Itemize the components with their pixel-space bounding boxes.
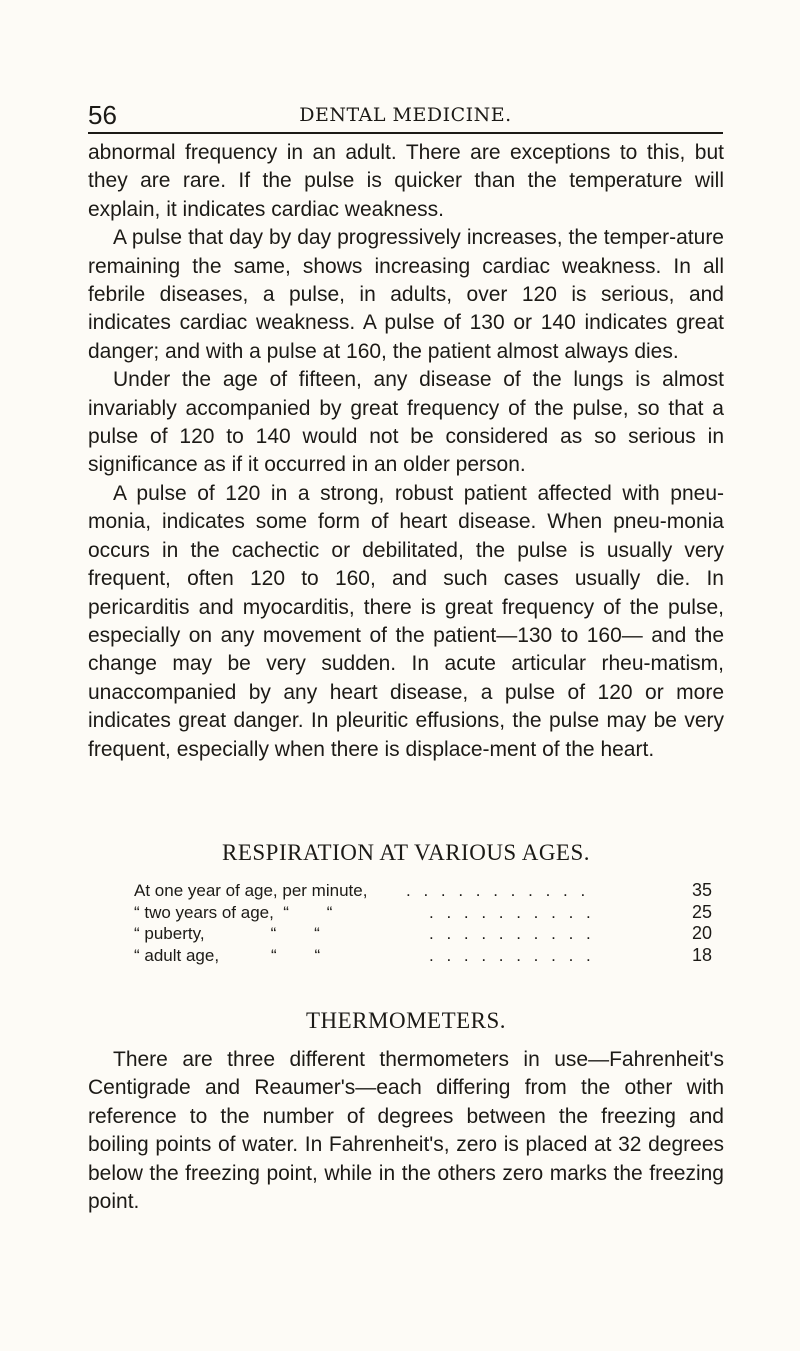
row-value: 35	[691, 880, 712, 900]
paragraph: Under the age of fifteen, any disease of the lungs is almost invariably accompanied by great frequency of the pulse, so that a pulse of 120 to 140 would not be considered as so serious in significance as if it occurred in an older person.	[88, 368, 724, 477]
thermometers-heading: THERMOMETERS.	[305, 1008, 507, 1033]
header-rule	[88, 132, 723, 134]
row-label: “ adult age, “ “	[134, 945, 321, 965]
respiration-table	[134, 880, 712, 966]
page-header	[88, 100, 723, 134]
table-row	[134, 945, 712, 967]
paragraph: A pulse that day by day progressively increases, the temper-ature remaining the same, shows increasing cardiac weakness. In all febrile diseases, a pulse, in adults, over 120 is serious, and indicates cardiac weakness. A pulse of 130 or 140 indicates great danger; and with a pulse at 160, the patient almost always dies.	[88, 226, 724, 363]
paragraph: There are three different thermometers in use—Fahrenheit's Centigrade and Reaumer's—each differing from the other with reference to the number of degrees between the freezing and boiling points of water. In Fahrenheit's, zero is placed at 32 degrees below the freezing point, while in the others zero marks the freezing point.	[88, 1048, 724, 1214]
table-row	[134, 902, 712, 924]
table-row	[134, 923, 712, 945]
paragraph: abnormal frequency in an adult. There are exceptions to this, but they are rare. If the pulse is quicker than the temperature will explain, it indicates cardiac weakness.	[88, 141, 724, 221]
row-label: “ puberty, “ “	[134, 924, 320, 943]
dot-leader: . . . . . . . . . . .	[406, 881, 590, 900]
dot-leader: . . . . . . . . . .	[429, 945, 595, 965]
paragraph: A pulse of 120 in a strong, robust patient affected with pneu-monia, indicates some form of heart disease. When pneu-monia occurs in the cachectic or debilitated, the pulse is usually very frequent, often 120 to 160, and such cases usually die. In pericarditis and myocarditis, there is great frequency of the pulse, especially on any movement of the patient—130 to 160— and the change may be very sudden. In acute articular rheu-matism, unaccompanied by any heart disease, a pulse of 120 or more indicates great danger. In pleuritic effusions, the pulse may be very frequent, especially when there is displace-ment of the heart.	[88, 481, 724, 761]
row-value: 20	[691, 923, 712, 943]
thermometers-text	[88, 1046, 724, 1216]
table-row	[134, 880, 712, 902]
dot-leader: . . . . . . . . . .	[429, 902, 595, 922]
row-label: At one year of age, per minute,	[134, 881, 368, 900]
running-title: DENTAL MEDICINE.	[299, 104, 512, 126]
respiration-heading: RESPIRATION AT VARIOUS AGES.	[221, 840, 591, 865]
row-label: “ two years of age, “ “	[134, 902, 333, 922]
main-text	[88, 139, 724, 764]
dot-leader: . . . . . . . . . .	[429, 924, 595, 943]
row-value: 25	[691, 901, 712, 922]
row-value: 18	[691, 944, 712, 965]
page-number: 56	[88, 100, 117, 130]
